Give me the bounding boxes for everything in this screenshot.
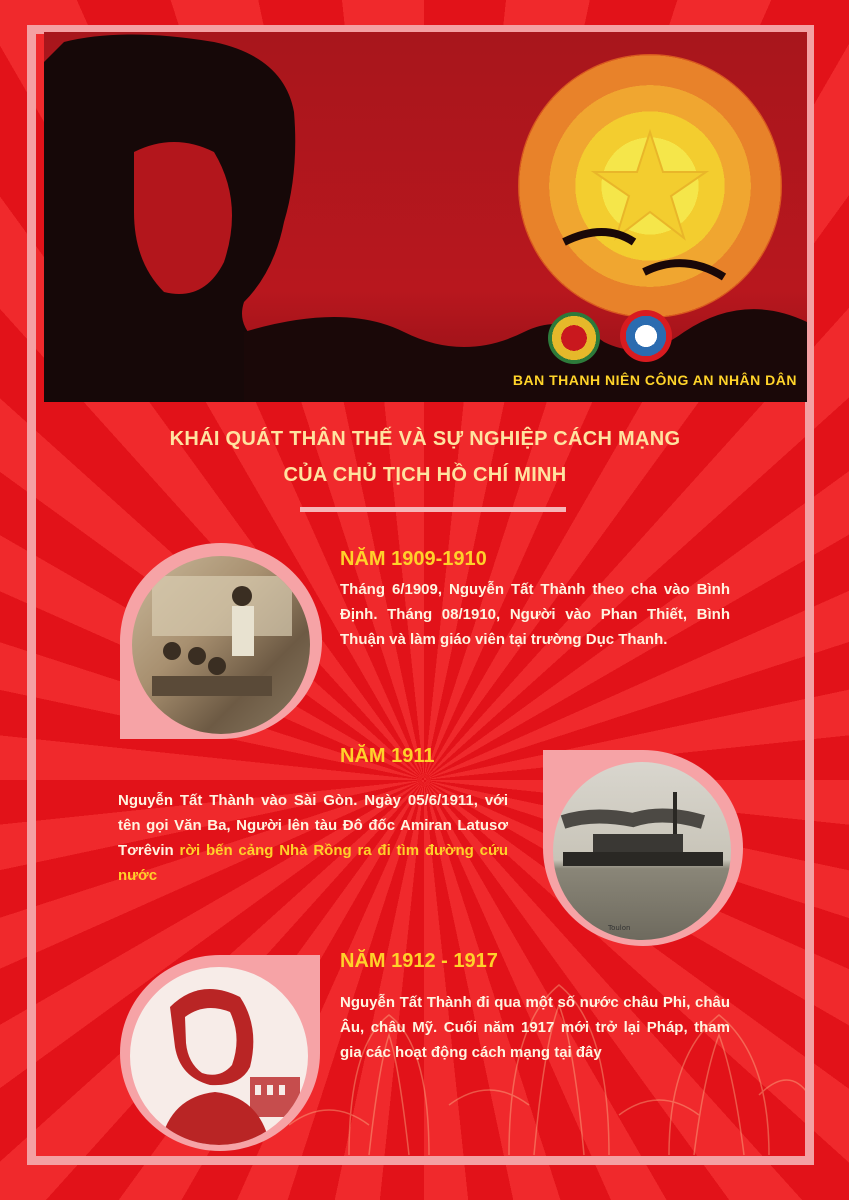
event-1-text: Tháng 6/1909, Nguyễn Tất Thành theo cha vào Bình Định. Tháng 08/1910, Người vào Phan Thiết, Bình Thuận và làm giáo viên tại trường Dục Thanh. (340, 581, 730, 648)
event-2-text-main: Nguyễn Tất Thành vào Sài Gòn. Ngày 05/6/1911, với tên gọi Văn Ba, Người lên tàu Đô đốc Amiran Latusơ Tơrêvin (118, 792, 508, 859)
event-1-year: NĂM 1909-1910 (340, 548, 487, 570)
police-badge-icon (548, 312, 600, 364)
portrait-silhouette (44, 32, 807, 402)
event-3-year: NĂM 1912 - 1917 (340, 950, 498, 972)
event-3-text: Nguyễn Tất Thành đi qua một số nước châu Phi, châu Âu, châu Mỹ. Cuối năm 1917 mới trở lại Pháp, tham gia các hoạt động cách mạng tại đây (340, 994, 730, 1061)
svg-text:Toulon: Toulon (608, 924, 631, 932)
event-2-year: NĂM 1911 (340, 745, 435, 767)
event-3-photo (130, 967, 308, 1145)
title-divider (300, 507, 566, 512)
event-2-text-highlight: rời bến cảng Nhà Rồng ra đi tìm đường cứu nước (118, 842, 508, 884)
event-1-photo (132, 556, 310, 734)
event-2-photo (553, 762, 731, 940)
page-title-line2: CỦA CHỦ TỊCH HỒ CHÍ MINH (283, 464, 567, 486)
event-2-text (118, 788, 508, 888)
youth-union-badge-icon (620, 310, 672, 362)
header-banner (44, 32, 807, 402)
org-name: BAN THANH NIÊN CÔNG AN NHÂN DÂN (512, 372, 797, 388)
page-title-line1: KHÁI QUÁT THÂN THẾ VÀ SỰ NGHIỆP CÁCH MẠNG (169, 428, 681, 450)
